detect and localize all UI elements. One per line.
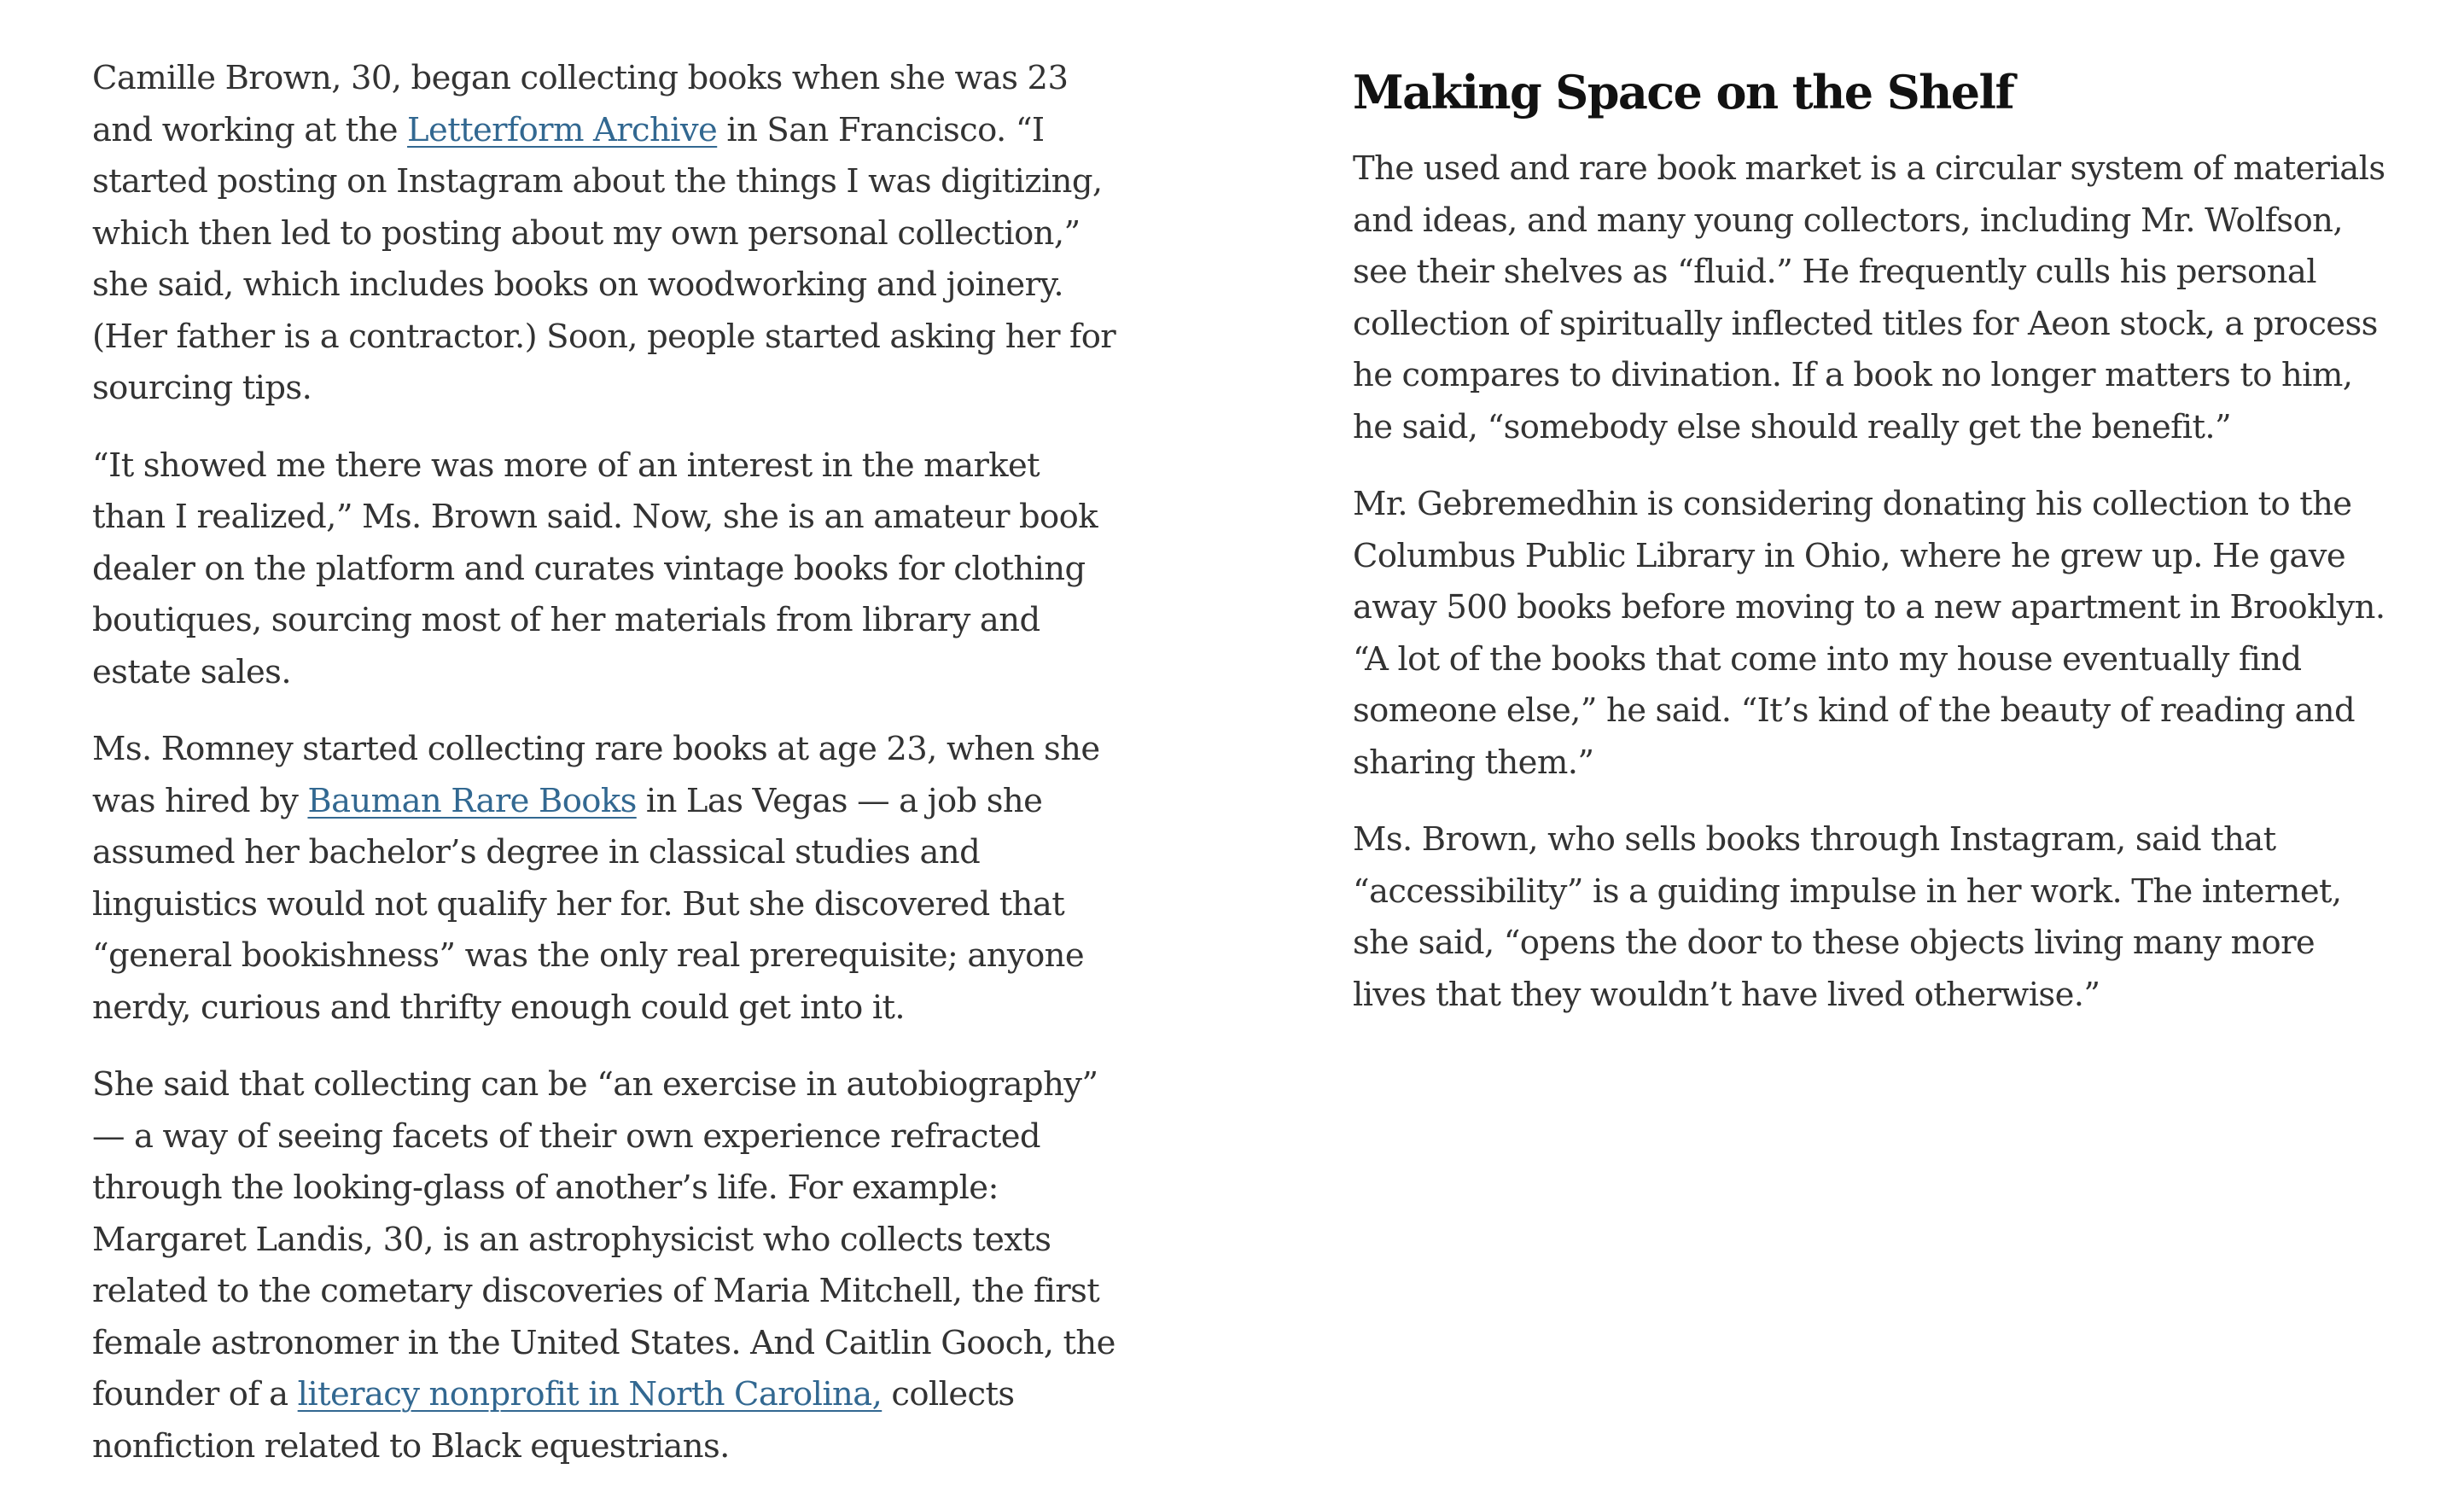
paragraph-autobiography [92,1059,1116,1472]
paragraph-circular-market: The used and rare book market is a circular system of materials and ideas, and many young collectors, including Mr. Wolfson, see their shelves as “fluid.” He frequently culls his personal collection of spiritually inflected titles for Aeon stock, a process he compares to divination. If a book no longer matters to him, he said, “somebody else should really get the benefit.” [1353,149,2385,446]
paragraph-text: collects nonfiction related to Black equestrians. [92,1375,1015,1466]
paragraph-text: Ms. Romney started collecting rare books at age 23, when she was hired by [92,730,1100,820]
paragraph-text: Camille Brown, 30, began collecting books when she was 23 and working at the [92,59,1069,149]
article-left-column [92,53,1116,1498]
paragraph-text: in San Francisco. “I started posting on Instagram about the things I was digitizing, which then led to posting about my own personal collection,” she said, which includes books on woodworking and joinery. (Her father is a contractor.) Soon, people started asking her for sourcing tips. [92,110,1116,407]
bauman-rare-books-link[interactable]: Bauman Rare Books [307,781,637,820]
article-right-column [1353,53,2387,1046]
section-heading: Making Space on the Shelf [1353,65,2014,119]
paragraph-text: in Las Vegas — a job she assumed her bachelor’s degree in classical studies and linguistics would not qualify her for. But she discovered that “general bookishness” was the only real prerequisite; anyone nerdy, curious and thrifty enough could get into it. [92,781,1085,1027]
paragraph-market-interest: “It showed me there was more of an interest in the market than I realized,” Ms. Brown said. Now, she is an amateur book dealer on the platform and curates vintage books for clothing boutiques, sourcing most of her materials from library and estate sales. [92,446,1098,691]
paragraph-camille-brown [92,53,1116,415]
paragraph-gebremedhin: Mr. Gebremedhin is considering donating his collection to the Columbus Public Library in Ohio, where he grew up. He gave away 500 books before moving to a new apartment in Brooklyn. “A lot of the books that come into my house eventually find someone else,” he said. “It’s kind of the beauty of reading and sharing them.” [1353,485,2385,782]
literacy-nonprofit-link[interactable]: literacy nonprofit in North Carolina, [297,1375,882,1413]
letterform-archive-link[interactable]: Letterform Archive [407,110,718,149]
paragraph-text: She said that collecting can be “an exercise in autobiography” — a way of seeing facets of their own experience refracted through the looking-glass of another’s life. For example: Margaret Landis, 30, is an astrophysicist who collects texts related to the cometary discoveries of Maria Mitchell, the first female astronomer in the United States. And Caitlin Gooch, the founder of a [92,1065,1115,1413]
paragraph-accessibility: Ms. Brown, who sells books through Instagram, said that “accessibility” is a guiding impulse in her work. The internet, she said, “opens the door to these objects living many more lives that they wouldn’t have lived otherwise.” [1353,820,2342,1014]
paragraph-ms-romney [92,724,1116,1034]
